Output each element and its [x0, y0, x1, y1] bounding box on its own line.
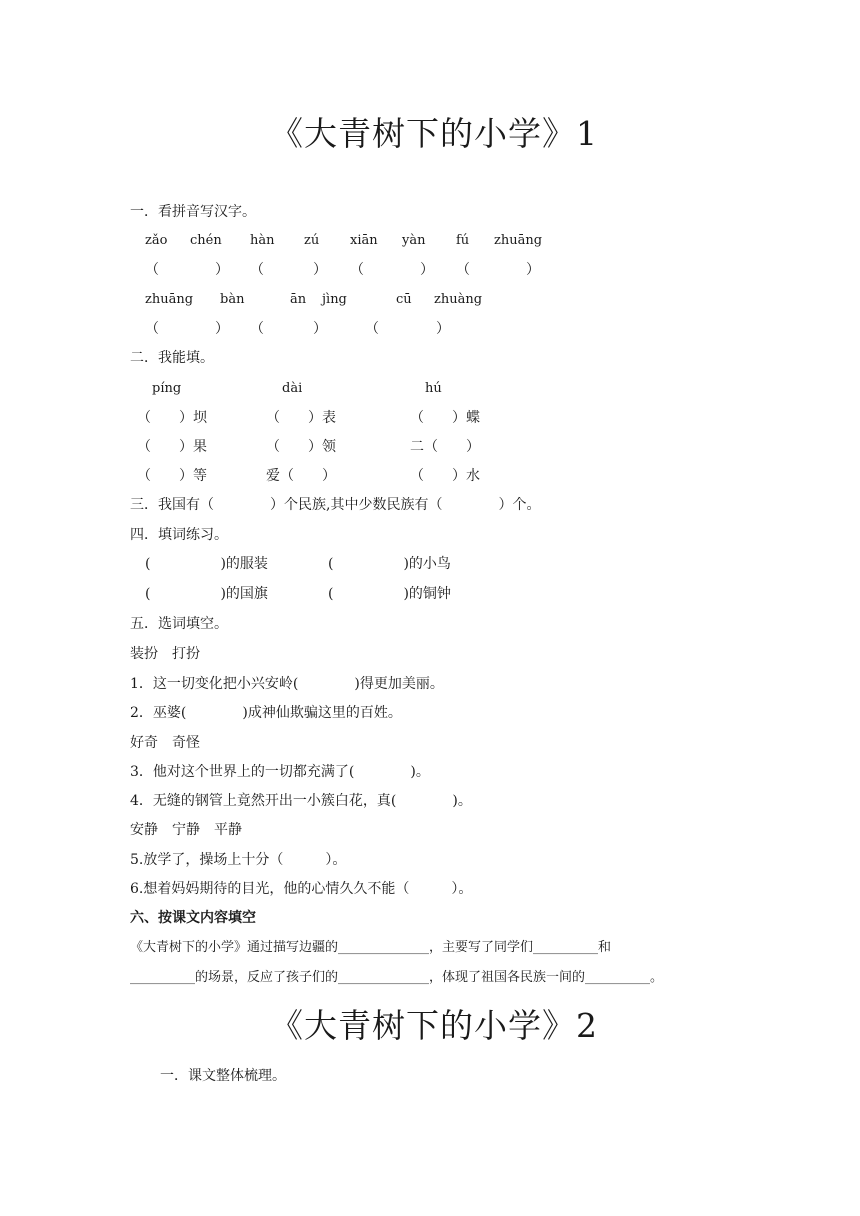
- fill-item: ( )的服装: [145, 556, 268, 572]
- bracket-open: （: [350, 262, 364, 278]
- section-3-question: 三．我国有（ ）个民族,其中少数民族有（ ）个。: [130, 497, 541, 513]
- section-5-heading: 五．选词填空。: [130, 616, 228, 632]
- pinyin-label: bàn: [220, 292, 245, 307]
- pinyin-label: zhuāng: [494, 233, 543, 248]
- pinyin-label: zhuāng: [145, 292, 194, 307]
- pinyin-label: hàn: [250, 233, 275, 248]
- bracket-open: （: [365, 321, 379, 337]
- word-choices: 装扮 打扮: [130, 646, 200, 662]
- bracket-close: ）: [215, 262, 229, 278]
- fill-item: ( )的铜钟: [328, 586, 451, 602]
- fill-item: （ ）等: [137, 468, 207, 484]
- pinyin-label: hú: [425, 381, 442, 396]
- pinyin-label: fú: [456, 233, 470, 248]
- pinyin-label: zú: [304, 233, 320, 248]
- fill-item: （ ）表: [266, 410, 336, 426]
- fill-item: ( )的小鸟: [328, 556, 451, 572]
- passage-line-1: 《大青树下的小学》通过描写边疆的______________，主要写了同学们__________和: [130, 940, 612, 955]
- question-4: 4．无缝的钢管上竟然开出一小簇白花，真( )。: [130, 793, 472, 809]
- bracket-close: ）: [526, 262, 540, 278]
- bracket-open: （: [250, 321, 264, 337]
- pinyin-label: dài: [282, 381, 303, 396]
- section-2-heading: 二．我能填。: [130, 350, 214, 366]
- fill-item: （ ）果: [137, 439, 207, 455]
- section-6-heading: 六、按课文内容填空: [130, 910, 256, 926]
- pinyin-label: xiān: [350, 233, 378, 248]
- part-2-heading: 一．课文整体梳理。: [160, 1068, 286, 1084]
- fill-item: （ ）领: [266, 439, 336, 455]
- pinyin-label: jìng: [322, 292, 347, 307]
- bracket-open: （: [250, 262, 264, 278]
- question-2: 2．巫婆( )成神仙欺骗这里的百姓。: [130, 705, 402, 721]
- bracket-open: （: [145, 321, 159, 337]
- bracket-open: （: [145, 262, 159, 278]
- word-choices: 好奇 奇怪: [130, 735, 200, 751]
- question-3: 3．他对这个世界上的一切都充满了( )。: [130, 764, 430, 780]
- pinyin-label: chén: [190, 233, 222, 248]
- bracket-close: ）: [420, 262, 434, 278]
- fill-item: 二（ ）: [410, 439, 480, 455]
- pinyin-label: zǎo: [145, 233, 168, 248]
- word-choices: 安静 宁静 平静: [130, 822, 242, 838]
- pinyin-label: cū: [396, 292, 412, 307]
- pinyin-label: zhuàng: [434, 292, 483, 307]
- bracket-close: ）: [313, 321, 327, 337]
- passage-line-2: __________的场景，反应了孩子们的______________，体现了祖国各民族一间的__________。: [130, 970, 664, 985]
- pinyin-label: ān: [290, 292, 307, 307]
- section-1-heading: 一．看拼音写汉字。: [130, 204, 256, 220]
- pinyin-label: yàn: [402, 233, 426, 248]
- bracket-close: ）: [313, 262, 327, 278]
- bracket-close: ）: [436, 321, 450, 337]
- fill-item: ( )的国旗: [145, 586, 268, 602]
- page-title-2: 《大青树下的小学》2: [270, 1006, 598, 1045]
- section-4-heading: 四．填词练习。: [130, 527, 228, 543]
- fill-item: （ ）蝶: [410, 410, 480, 426]
- fill-item: （ ）水: [410, 468, 480, 484]
- question-1: 1．这一切变化把小兴安岭( )得更加美丽。: [130, 676, 444, 692]
- question-5: 5.放学了，操场上十分（ ）。: [130, 852, 347, 868]
- bracket-close: ）: [215, 321, 229, 337]
- fill-item: （ ）坝: [137, 410, 207, 426]
- page-title: 《大青树下的小学》1: [270, 114, 598, 153]
- bracket-open: （: [456, 262, 470, 278]
- pinyin-label: píng: [152, 381, 182, 396]
- question-6: 6.想着妈妈期待的目光，他的心情久久不能（ ）。: [130, 881, 473, 897]
- fill-item: 爱（ ）: [266, 468, 336, 484]
